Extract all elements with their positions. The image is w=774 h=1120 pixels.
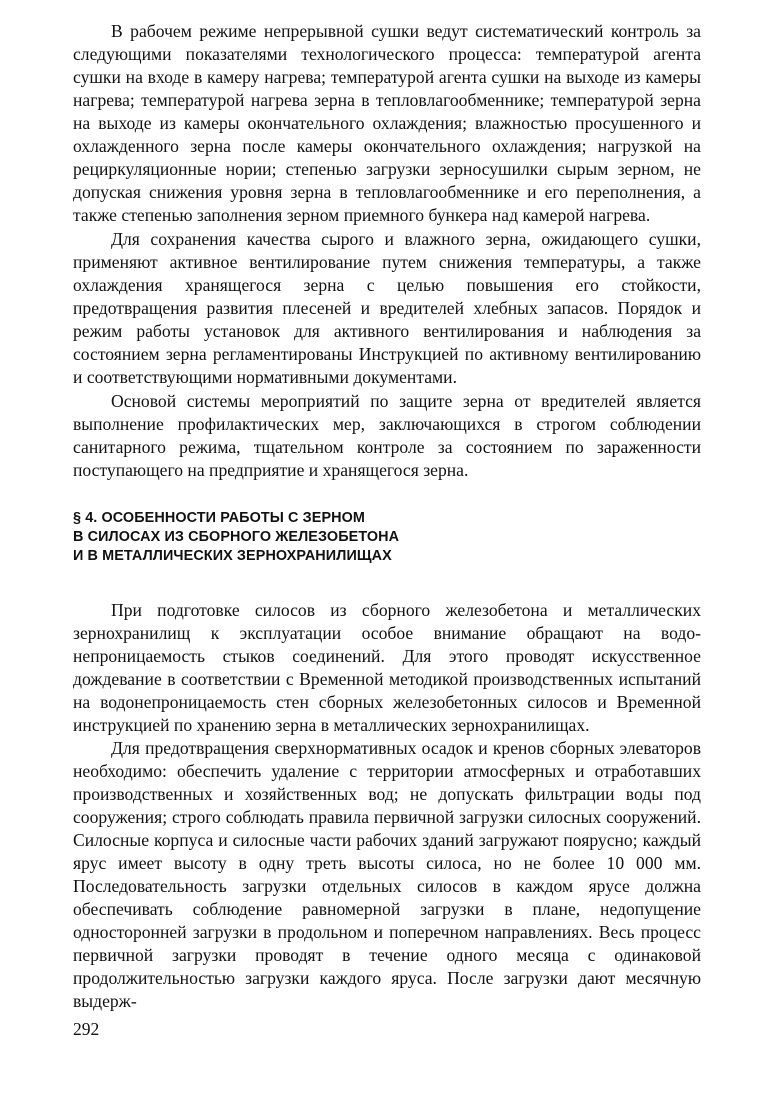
page-number: 292 [73, 1019, 100, 1039]
section-heading [73, 509, 701, 566]
paragraph-active-ventilation: Для сохранения качества сырого и влажного зерна, ожидающего сушки, применяют активное вентилирование путем снижения температуры, а также охлаждения хранящегося зерна с целью повышения его стойкости, предотвращения развития плесеней и вредителей хлебных запасов. Порядок и режим работы установок для активного вентилирования и наблюдения за состоянием зерна регламентированы Инструкцией по активному вентилированию и соответствующими нормативными документами. [73, 229, 701, 387]
section-heading-line-2: В СИЛОСАХ ИЗ СБОРНОГО ЖЕЛЕЗОБЕТОНА [73, 529, 400, 545]
page-body [73, 20, 701, 1013]
paragraph-silo-preparation: При подготовке силосов из сборного железобетона и металлических зернохранилищ к эксплуатации особое внимание обращают на водонепроницаемость стыков соединений. Для этого проводят искусственное дождевание в соответствии с Временной методикой производственных испытаний на водонепроницаемость стен сборных железобетонных силосов и Временной инструкцией по хранению зерна в металлических зернохранилищах. [73, 600, 701, 735]
section-heading-line-1: § 4. ОСОБЕННОСТИ РАБОТЫ С ЗЕРНОМ [73, 510, 366, 526]
section-heading-line-3: И В МЕТАЛЛИЧЕСКИХ ЗЕРНОХРАНИЛИЩАХ [73, 548, 392, 564]
paragraph-pest-protection: Основой системы мероприятий по защите зерна от вредителей является выполнение профилактических мер, заключающихся в строгом соблюдении санитарного режима, тщательном контроле за состоянием по зараженности поступающего на предприятие и хранящегося зерна. [73, 391, 701, 480]
paragraph-drying-control: В рабочем режиме непрерывной сушки ведут систематический контроль за следующими показателями технологического процесса: температурой агента сушки на входе в камеру нагрева; температурой агента сушки на выходе из камеры нагрева; температурой нагрева зерна в тепловлагообменнике; температурой зерна на выходе из камеры окончательного охлаждения; влажностью просушенного и охлажденного зерна после камеры окончательного охлаждения; нагрузкой на рециркуляционные нории; степенью загрузки зерносушилки сырым зерном, не допуская снижения уровня зерна в тепловлагообменнике и его переполнения, а также степенью заполнения зерном приемного бункера над камерой нагрева. [73, 21, 701, 225]
paragraph-settlement-prevention: Для предотвращения сверхнормативных осадок и кренов сборных элеваторов необходимо: обеспечить удаление с территории атмосферных и отработавших производственных и хозяйственных вод; не допускать фильтрации воды под сооружения; строго соблюдать правила первичной загрузки силосных сооружений. Силосные корпуса и силосные части рабочих зданий загружают поярусно; каждый ярус имеет высоту в одну треть высоты силоса, но не более 10 000 мм. Последовательность загрузки отдельных силосов в каждом ярусе должна обеспечивать соблюдение равномерной загрузки в плане, недопущение односторонней загрузки в продольном и поперечном направлениях. Весь процесс первичной загрузки проводят в течение одного месяца с одинаковой продолжительностью загрузки каждого яруса. После загрузки дают месячную выдерж- [73, 738, 701, 1011]
